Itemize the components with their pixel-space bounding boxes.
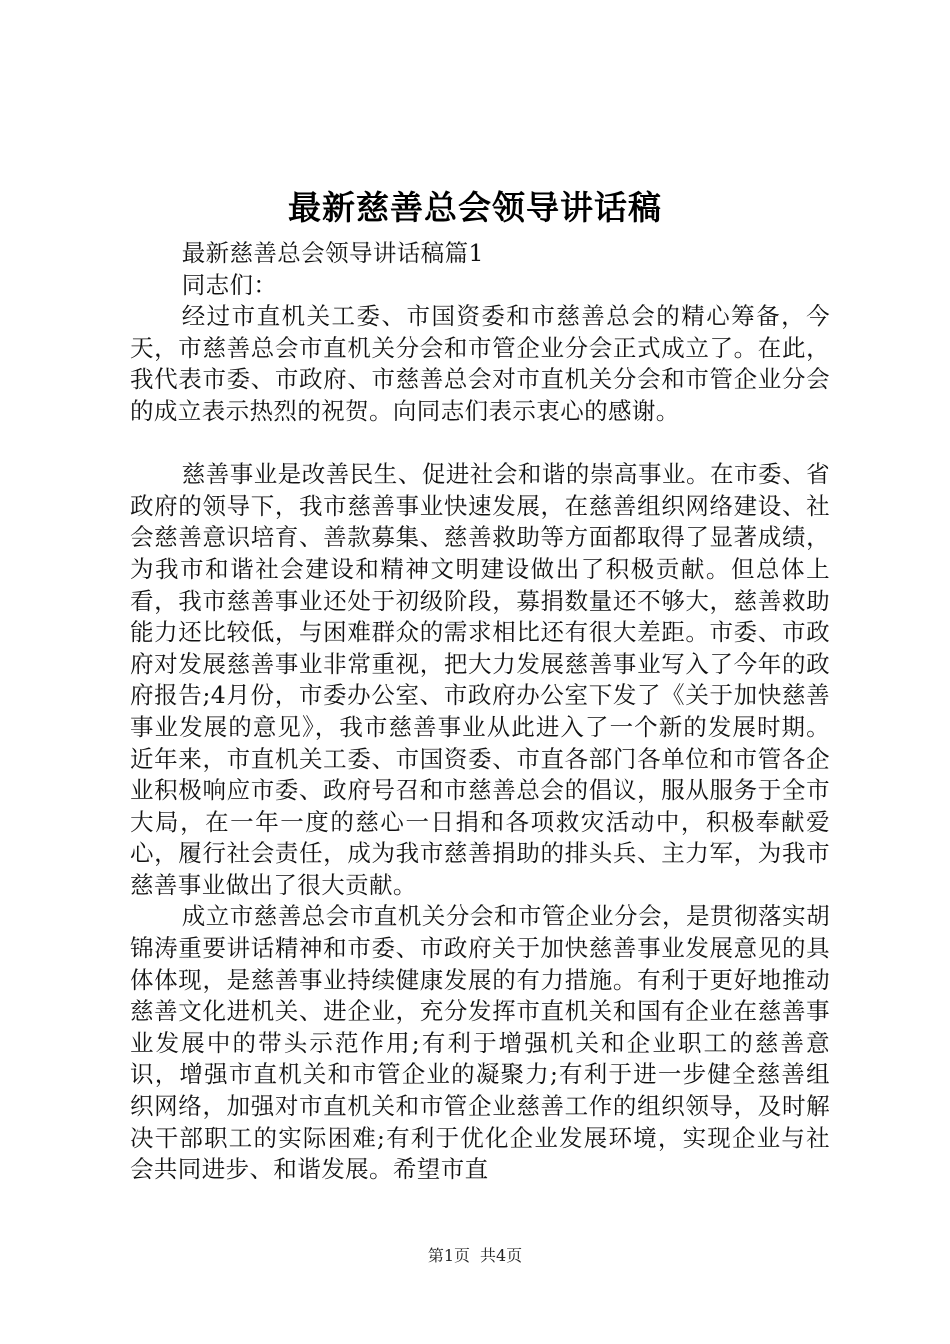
document-title: 最新慈善总会领导讲话稿 [288, 188, 662, 227]
page-total: 共4页 [480, 1246, 523, 1265]
paragraph-2: 慈善事业是改善民生、促进社会和谐的崇高事业。在市委、省政府的领导下，我市慈善事业快速发展，在慈善组织网络建设、社会慈善意识培育、善款募集、慈善救助等方面都取得了显著成绩，为我市和谐社会建设和精神文明建设做出了积极贡献。但总体上看，我市慈善事业还处于初级阶段，募捐数量还不够大，慈善救助能力还比较低，与困难群众的需求相比还有很大差距。市委、市政府对发展慈善事业非常重视，把大力发展慈善事业写入了今年的政府报告;4月份，市委办公室、市政府办公室下发了《关于加快慈善事业发展的意见》，我市慈善事业从此进入了一个新的发展时期。近年来，市直机关工委、市国资委、市直各部门各单位和市管各企业积极响应市委、政府号召和市慈善总会的倡议，服从服务于全市大局，在一年一度的慈心一日捐和各项救灾活动中，积极奉献爱心，履行社会责任，成为我市慈善捐助的排头兵、主力军，为我市慈善事业做出了很大贡献。 [130, 460, 830, 899]
paragraph-1: 经过市直机关工委、市国资委和市慈善总会的精心筹备，今天，市慈善总会市直机关分会和市管企业分会正式成立了。在此，我代表市委、市政府、市慈善总会对市直机关分会和市管企业分会的成立表示热烈的祝贺。向同志们表示衷心的感谢。 [130, 302, 830, 425]
page-number: 第1页 [427, 1246, 470, 1265]
document-body [130, 238, 830, 1186]
salutation: 同志们： [181, 270, 278, 299]
page-footer [0, 1245, 950, 1267]
paragraph-3: 成立市慈善总会市直机关分会和市管企业分会，是贯彻落实胡锦涛重要讲话精神和市委、市政府关于加快慈善事业发展意见的具体体现，是慈善事业持续健康发展的有力措施。有利于更好地推动慈善文化进机关、进企业，充分发挥市直机关和国有企业在慈善事业发展中的带头示范作用;有利于增强机关和企业职工的慈善意识，增强市直机关和市管企业的凝聚力;有利于进一步健全慈善组织网络，加强对市直机关和市管企业慈善工作的组织领导，及时解决干部职工的实际困难;有利于优化企业发展环境，实现企业与社会共同进步、和谐发展。希望市直 [130, 902, 830, 1184]
document-subtitle: 最新慈善总会领导讲话稿篇1 [181, 239, 484, 267]
